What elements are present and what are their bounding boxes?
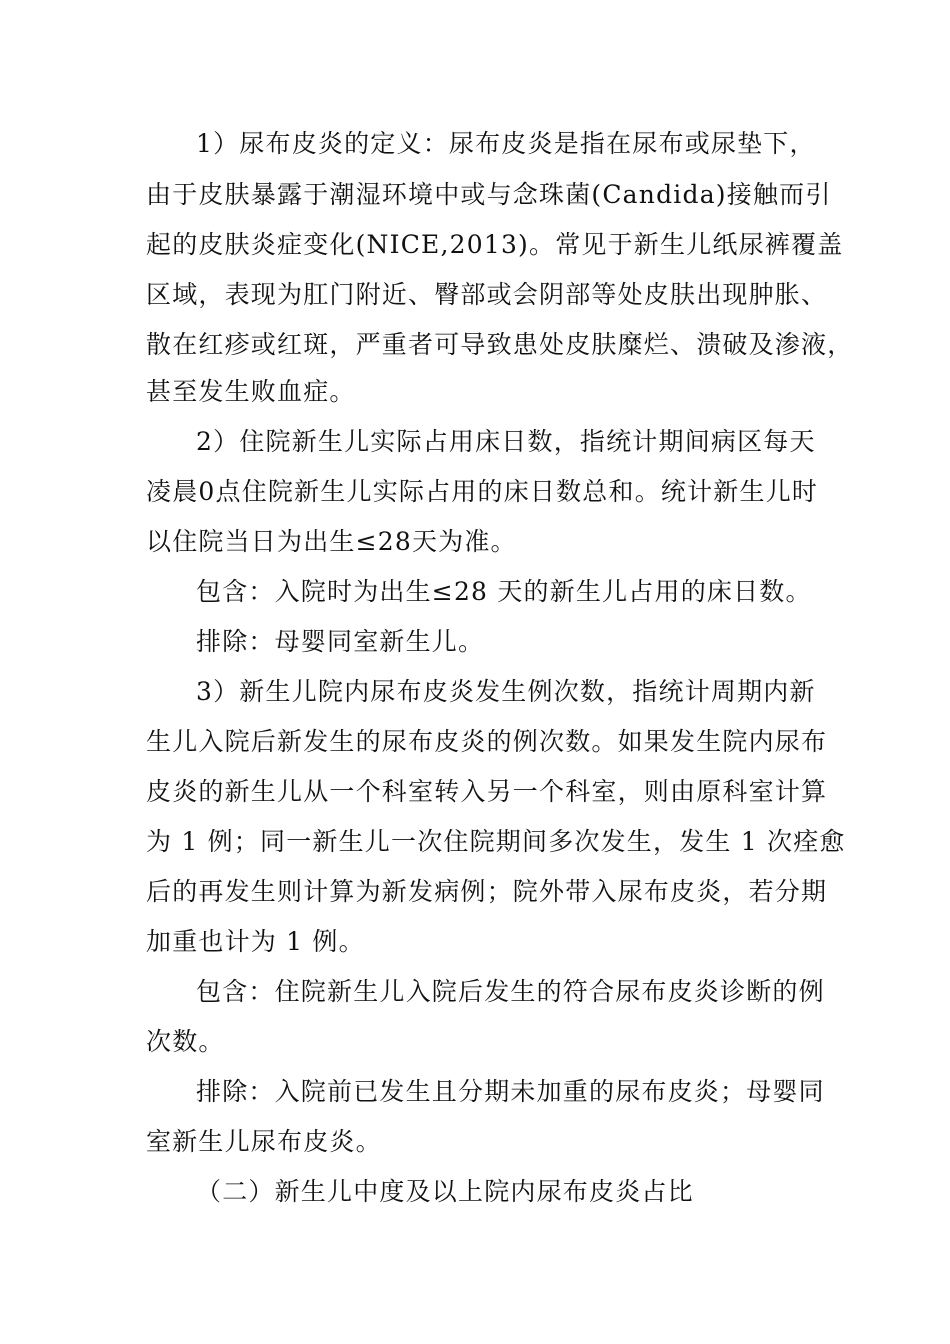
- exclude-note-2-line-1: 排除：入院前已发生且分期未加重的尿布皮炎；母婴同: [196, 1077, 825, 1106]
- paragraph-2-line-2: 凌晨0点住院新生儿实际占用的床日数总和。统计新生儿时: [146, 477, 819, 506]
- exclude-note-1: 排除：母婴同室新生儿。: [196, 627, 485, 656]
- include-note-2-line-2: 次数。: [146, 1027, 225, 1056]
- paragraph-3-line-1: 3）新生儿院内尿布皮炎发生例次数，指统计周期内新: [196, 677, 816, 706]
- paragraph-3-line-3: 皮炎的新生儿从一个科室转入另一个科室，则由原科室计算: [146, 777, 828, 806]
- paragraph-1-line-1: 1）尿布皮炎的定义：尿布皮炎是指在尿布或尿垫下，: [196, 129, 816, 158]
- include-note-2-line-1: 包含：住院新生儿入院后发生的符合尿布皮炎诊断的例: [196, 977, 825, 1006]
- section-heading: （二）新生儿中度及以上院内尿布皮炎占比: [196, 1177, 694, 1206]
- include-note-1: 包含：入院时为出生≤28 天的新生儿占用的床日数。: [196, 577, 812, 606]
- exclude-note-2-line-2: 室新生儿尿布皮炎。: [146, 1127, 382, 1156]
- paragraph-1-line-2: 由于皮肤暴露于潮湿环境中或与念珠菌(Candida)接触而引: [146, 180, 832, 209]
- paragraph-1-line-3: 起的皮肤炎症变化(NICE,2013)。常见于新生儿纸尿裤覆盖: [146, 230, 844, 259]
- paragraph-3-line-2: 生儿入院后新发生的尿布皮炎的例次数。如果发生院内尿布: [146, 727, 828, 756]
- paragraph-2-line-1: 2）住院新生儿实际占用床日数，指统计期间病区每天: [196, 427, 816, 456]
- paragraph-1-line-6: 甚至发生败血症。: [146, 377, 356, 406]
- paragraph-1-line-4: 区域，表现为肛门附近、臀部或会阴部等处皮肤出现肿胀、: [146, 280, 828, 309]
- paragraph-3-line-5: 后的再发生则计算为新发病例；院外带入尿布皮炎，若分期: [146, 877, 828, 906]
- paragraph-3-line-4: 为 1 例；同一新生儿一次住院期间多次发生，发生 1 次痊愈: [146, 827, 846, 856]
- paragraph-2-line-3: 以住院当日为出生≤28天为准。: [146, 527, 517, 556]
- paragraph-1-line-5: 散在红疹或红斑，严重者可导致患处皮肤糜烂、溃破及渗液，: [146, 330, 854, 359]
- paragraph-3-line-6: 加重也计为 1 例。: [146, 927, 365, 956]
